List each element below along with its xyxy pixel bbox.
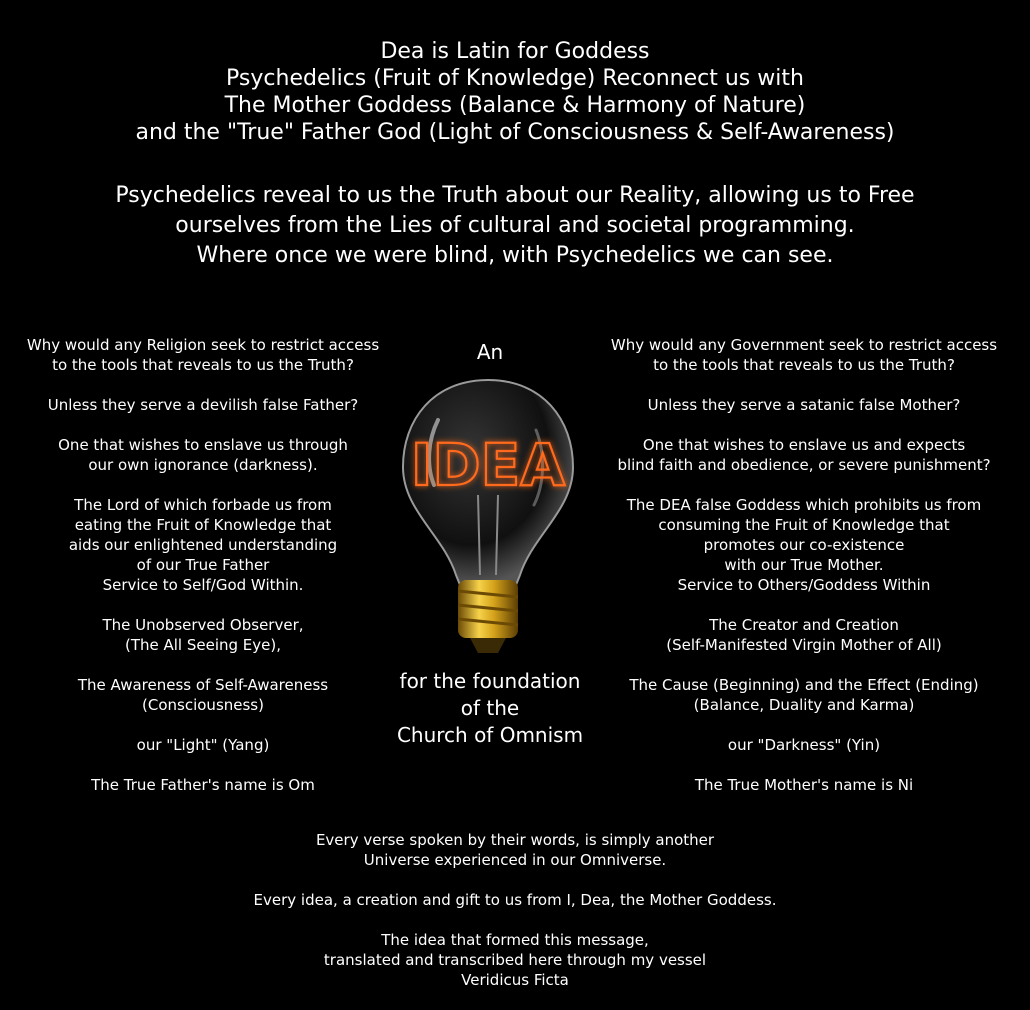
text-line: Every verse spoken by their words, is simply another [315,831,715,849]
text-line: (Balance, Duality and Karma) [693,696,915,714]
text-line: to the tools that reveals to us the Truth? [653,356,955,374]
text-line: One that wishes to enslave us through [58,436,348,454]
lightbulb-icon [398,375,578,665]
text-line: blind faith and obedience, or severe punishment? [617,456,991,474]
text-line: (The All Seeing Eye), [124,636,282,654]
left-paragraph [0,495,406,595]
text-line: of our True Father [136,556,270,574]
text-line: Unless they serve a devilish false Father? [47,396,359,414]
header-line: The Mother Goddess (Balance & Harmony of Nature) [224,93,806,118]
left-paragraph [0,395,406,415]
text-line: Universe experienced in our Omniverse. [363,851,667,869]
foundation-line: of the [460,696,520,720]
text-line: The True Mother's name is Ni [694,776,914,794]
intro-line: ourselves from the Lies of cultural and societal programming. [175,213,855,238]
intro-text [0,181,1030,271]
text-line: Why would any Religion seek to restrict access [26,336,380,354]
text-line: our "Light" (Yang) [136,736,270,754]
foundation-text [380,668,600,749]
text-line: translated and transcribed here through my vessel [323,951,707,969]
header-text [0,38,1030,146]
header-line: Dea is Latin for Goddess [380,39,650,64]
foundation-line: Church of Omnism [396,723,584,747]
text-line: The Cause (Beginning) and the Effect (Ending) [629,676,979,694]
text-line: with our True Mother. [724,556,884,574]
right-paragraph [596,775,1012,795]
left-paragraph [0,335,406,375]
text-line: our own ignorance (darkness). [88,456,318,474]
intro-line: Where once we were blind, with Psychedelics we can see. [196,243,834,268]
text-line: The Creator and Creation [709,616,899,634]
footer-paragraph [0,890,1030,910]
text-line: The idea that formed this message, [381,931,649,949]
right-paragraph [596,735,1012,755]
intro-line: Psychedelics reveal to us the Truth about our Reality, allowing us to Free [115,183,915,208]
text-line: to the tools that reveals to us the Truth? [52,356,354,374]
text-line: Service to Self/God Within. [102,576,304,594]
footer-paragraph [0,830,1030,870]
text-line: Unless they serve a satanic false Mother? [647,396,961,414]
left-paragraph [0,735,406,755]
bulb-word: IDEA [410,431,566,499]
left-paragraph [0,675,406,715]
footer-text [0,830,1030,1010]
text-line: The Unobserved Observer, [102,616,304,634]
text-line: promotes our co-existence [703,536,905,554]
text-line: Service to Others/Goddess Within [677,576,931,594]
footer-paragraph [0,930,1030,990]
text-line: aids our enlightened understanding [68,536,338,554]
header-line: and the "True" Father God (Light of Consciousness & Self-Awareness) [135,120,895,145]
text-line: The True Father's name is Om [91,776,315,794]
text-line: our "Darkness" (Yin) [727,736,881,754]
right-paragraph [596,675,1012,715]
right-paragraph [596,335,1012,375]
text-line: consuming the Fruit of Knowledge that [658,516,950,534]
text-line: The Lord of which forbade us from [74,496,332,514]
text-line: The DEA false Goddess which prohibits us from [626,496,982,514]
an-label: An [476,340,504,364]
right-paragraph [596,395,1012,415]
right-paragraph [596,495,1012,595]
signature: Veridicus Ficta [461,971,569,989]
right-column [596,335,1012,815]
left-paragraph [0,775,406,795]
text-line: Why would any Government seek to restrict access [610,336,998,354]
foundation-line: for the foundation [399,669,581,693]
text-line: (Consciousness) [142,696,264,714]
right-paragraph [596,435,1012,475]
text-line: (Self-Manifested Virgin Mother of All) [666,636,942,654]
text-line: One that wishes to enslave us and expects [642,436,966,454]
text-line: Every idea, a creation and gift to us from I, Dea, the Mother Goddess. [253,891,777,909]
left-paragraph [0,435,406,475]
header-line: Psychedelics (Fruit of Knowledge) Reconnect us with [226,66,804,91]
left-paragraph [0,615,406,655]
text-line: eating the Fruit of Knowledge that [74,516,332,534]
text-line: The Awareness of Self-Awareness [77,676,329,694]
right-paragraph [596,615,1012,655]
left-column [0,335,406,815]
